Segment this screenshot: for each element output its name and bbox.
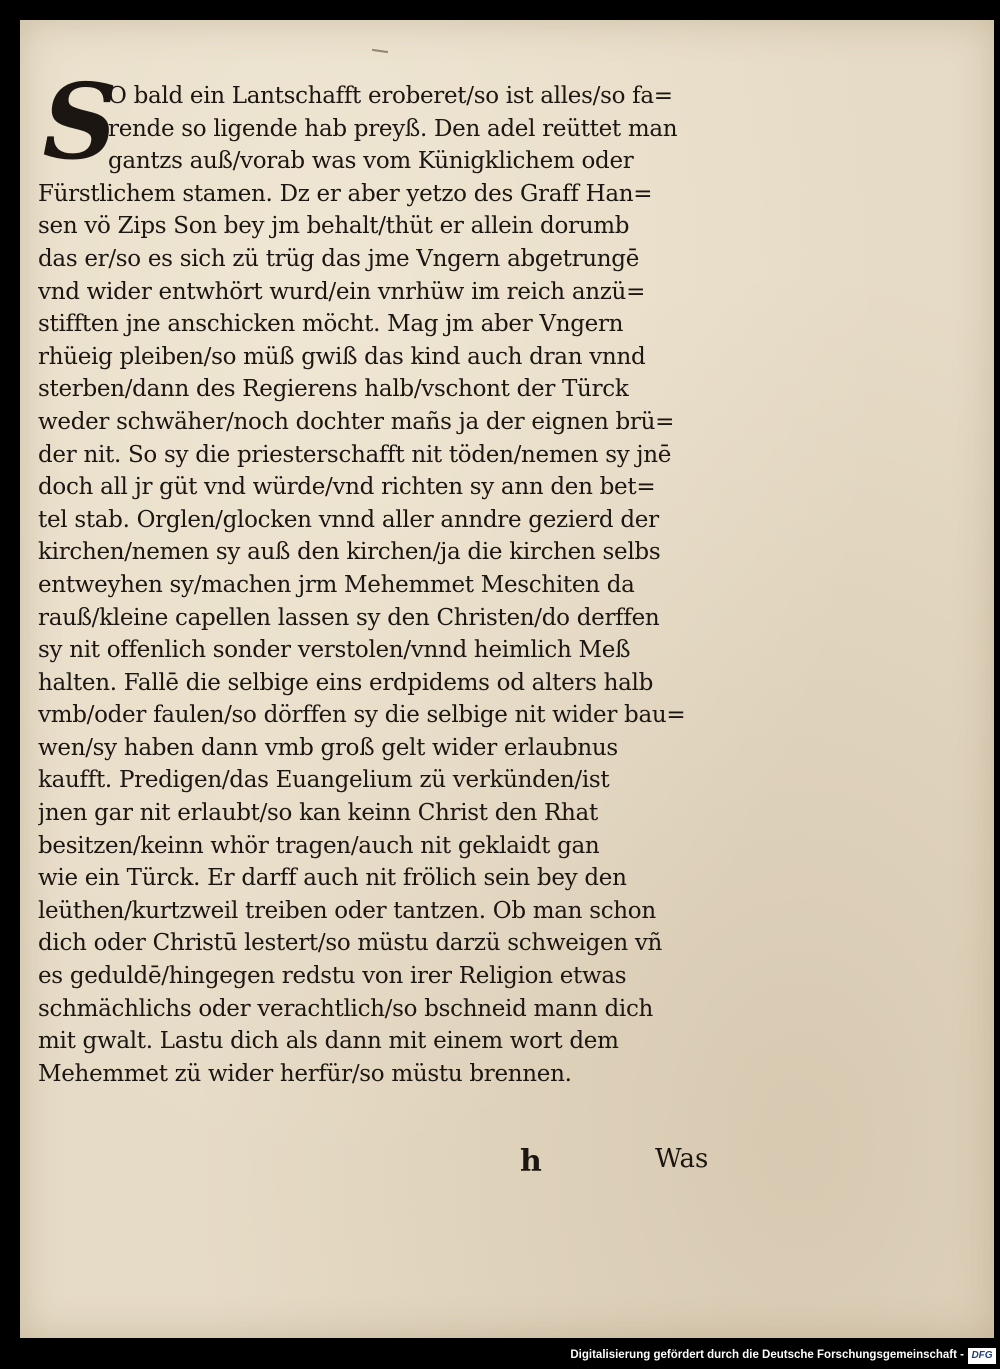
text-line: rauß/kleine capellen lassen sy den Christen/do derffen [38, 604, 660, 631]
text-line: das er/so es sich zü trüg das jme Vngern abgetrungē [38, 245, 640, 272]
text-line: wie ein Türck. Er darff auch nit frölich sein bey den [38, 865, 627, 892]
text-line: besitzen/keinn whör tragen/auch nit geklaidt gan [38, 832, 600, 859]
text-line: der nit. So sy die priesterschafft nit töden/nemen sy jnē [38, 441, 672, 468]
text-line: entweyhen sy/machen jrm Mehemmet Meschiten da [38, 571, 635, 598]
text-line: dich oder Christū lestert/so müstu darzü schweigen vñ [38, 930, 663, 957]
text-line: leüthen/kurtzweil treiben oder tantzen. Ob man schon [38, 897, 656, 924]
text-line: schmächlichs oder verachtlich/so bschneid mann dich [38, 995, 654, 1022]
text-line: O bald ein Lantschafft eroberet/so ist alles/so fa= [108, 83, 673, 109]
text-line: Mehemmet zü wider herfür/so müstu brennen. [38, 1060, 572, 1087]
signature-mark: h [520, 1144, 542, 1179]
page-footer [520, 1144, 760, 1184]
text-line: kirchen/nemen sy auß den kirchen/ja die kirchen selbs [38, 539, 661, 566]
text-line: jnen gar nit erlaubt/so kan keinn Christ den Rhat [38, 800, 598, 827]
text-line: tel stab. Orglen/glocken vnnd aller anndre gezierd der [38, 506, 659, 533]
text-line: sterben/dann des Regierens halb/vschont der Türck [38, 376, 629, 403]
text-line: gantzs auß/vorab was vom Künigklichem oder [108, 148, 634, 175]
text-block [38, 80, 758, 1090]
drop-cap-initial: S [42, 60, 118, 183]
text-line: mit gwalt. Lastu dich als dann mit einem wort dem [38, 1028, 619, 1055]
text-line: vnd wider entwhört wurd/ein vnrhüw im reich anzü= [38, 278, 646, 305]
text-line: halten. Fallē die selbige eins erdpidems od alters halb [38, 669, 653, 696]
text-line: sen vö Zips Son bey jm behalt/thüt er allein dorumb [38, 213, 630, 240]
text-line: sy nit offenlich sonder verstolen/vnnd heimlich Meß [38, 637, 631, 664]
text-line: kaufft. Predigen/das Euangelium zü verkünden/ist [38, 767, 610, 794]
text-line: vmb/oder faulen/so dörffen sy die selbige nit wider bau= [38, 702, 686, 729]
text-line: rende so ligende hab preyß. Den adel reüttet man [108, 115, 678, 142]
scanned-page [20, 20, 994, 1338]
text-line: weder schwäher/noch dochter mañs ja der eignen brü= [38, 408, 675, 435]
text-line: rhüeig pleiben/so müß gwiß das kind auch dran vnnd [38, 343, 646, 370]
catchword: Was [655, 1144, 709, 1174]
text-line: es geduldē/hingegen redstu von irer Religion etwas [38, 963, 627, 990]
funding-note: Digitalisierung gefördert durch die Deutsche Forschungsgemeinschaft - [570, 1349, 964, 1361]
page-mark [372, 49, 388, 53]
dfg-logo: DFG [968, 1348, 996, 1364]
text-line: stifften jne anschicken möcht. Mag jm aber Vngern [38, 311, 624, 338]
text-line: Fürstlichem stamen. Dz er aber yetzo des Graff Han= [38, 180, 653, 207]
text-line: doch all jr güt vnd würde/vnd richten sy ann den bet= [38, 474, 656, 501]
text-line: wen/sy haben dann vmb groß gelt wider erlaubnus [38, 734, 618, 761]
